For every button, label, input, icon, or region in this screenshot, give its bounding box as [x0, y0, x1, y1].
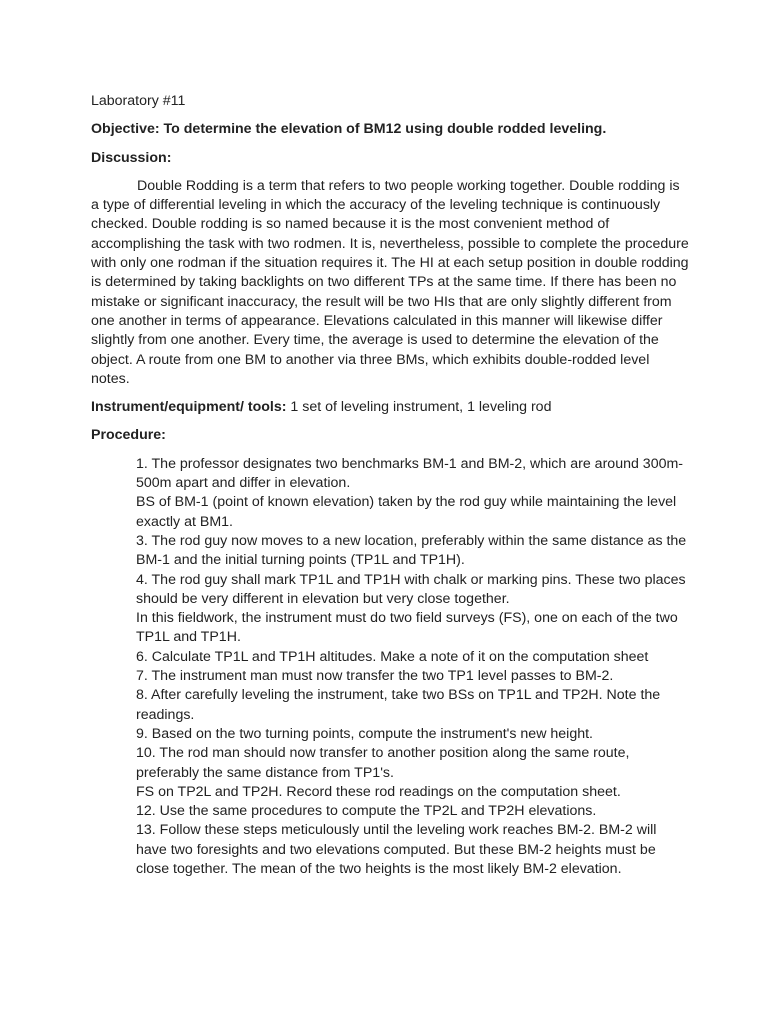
procedure-heading: Procedure: — [91, 427, 166, 444]
procedure-step: 3. The rod guy now moves to a new location, preferably within the same distance as the BM-1 and the initial turning points (TP1L and TP1H). — [136, 532, 687, 569]
instrument-label: Instrument/equipment/ tools: — [91, 399, 287, 416]
instrument-text: 1 set of leveling instrument, 1 leveling rod — [286, 399, 552, 416]
procedure-step: 7. The instrument man must now transfer the two TP1 level passes to BM-2. — [136, 668, 614, 685]
procedure-step: 13. Follow these steps meticulously until the leveling work reaches BM-2. BM-2 will have two foresights and two elevations computed. But these BM-2 heights must be close together. The mean of the two heights is the most likely BM-2 elevation. — [136, 822, 657, 877]
procedure-step: 8. After carefully leveling the instrument, take two BSs on TP1L and TP2H. Note the readings. — [136, 687, 661, 723]
instrument-line — [91, 398, 691, 417]
objective: Objective: To determine the elevation of BM12 using double rodded leveling. — [91, 121, 607, 138]
procedure-step: 10. The rod man should now transfer to another position along the same route, preferably the same distance from TP1's. — [136, 745, 630, 781]
procedure-step: BS of BM-1 (point of known elevation) taken by the rod guy while maintaining the level exactly at BM1. — [136, 494, 677, 530]
procedure-list — [91, 455, 691, 880]
discussion-text: Double Rodding is a term that refers to two people working together. Double rodding is a type of differential leveling in which the accuracy of the leveling technique is continuously checked. Double rodding is so named because it is the most convenient method of accomplishing the task with two rodmen. It is, nevertheless, possible to complete the procedure with only one rodman if the situation requires it. The HI at each setup position in double rodding is determined by taking backlights on two different TPs at the same time. If there has been no mistake or significant inaccuracy, the result will be two HIs that are only slightly different from one another in terms of appearance. Elevations calculated in this manner will likewise differ slightly from one another. Every time, the average is used to determine the elevation of the object. A route from one BM to another via three BMs, which exhibits double-rodded level notes. — [91, 177, 689, 387]
lab-title: Laboratory #11 — [91, 93, 186, 109]
procedure-step: 6. Calculate TP1L and TP1H altitudes. Make a note of it on the computation sheet — [136, 648, 649, 665]
discussion-heading: Discussion: — [91, 149, 172, 166]
procedure-step: 4. The rod guy shall mark TP1L and TP1H with chalk or marking pins. These two places should be very different in elevation but very close together. — [136, 571, 686, 607]
document-page — [91, 92, 691, 879]
procedure-step: In this fieldwork, the instrument must do two field surveys (FS), one on each of the two TP1L and TP1H. — [136, 610, 678, 646]
procedure-step: 9. Based on the two turning points, compute the instrument's new height. — [136, 725, 593, 742]
procedure-step: 12. Use the same procedures to compute the TP2L and TP2H elevations. — [136, 803, 597, 820]
procedure-step: 1. The professor designates two benchmarks BM-1 and BM-2, which are around 300m-500m apart and differ in elevation. — [136, 455, 684, 492]
procedure-step: FS on TP2L and TP2H. Record these rod readings on the computation sheet. — [136, 783, 621, 800]
